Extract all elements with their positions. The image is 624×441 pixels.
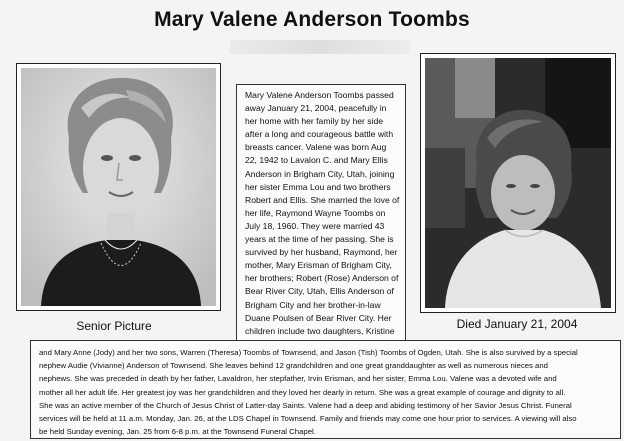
obituary-main-text	[237, 85, 405, 349]
senior-portrait-photo	[21, 68, 216, 306]
obituary-text-line: her brothers; Robert (Rose) Anderson of	[245, 273, 399, 284]
obituary-text-line: children include two daughters, Kristine	[245, 325, 395, 336]
obituary-text-line: nephew Audie (Vivianne) Anderson of Townsend. She leaves behind 12 grandchildren and one great granddaughter as well as numerous nieces and	[39, 361, 548, 371]
died-date-caption: Died January 21, 2004	[456, 317, 578, 331]
obituary-text-line: Robert and Ellis. She married the love of	[245, 194, 400, 205]
later-life-photo	[425, 58, 611, 308]
obituary-text-line: July 18, 1960. They were married 43	[245, 220, 385, 231]
page-title: Mary Valene Anderson Toombs	[154, 8, 470, 31]
obituary-text-line: and Mary Anne (Jody) and her two sons, Warren (Theresa) Toombs of Townsend, and Jason (Tish) Toombs of Ogden, Utah. She is also survived by a special	[39, 348, 578, 357]
obituary-text-line: away January 21, 2004, peacefully in	[245, 103, 387, 114]
obituary-text-line: 22, 1942 to Lavalon C. and Mary Ellis	[245, 155, 388, 166]
obituary-text-line: Mary Valene Anderson Toombs passed	[245, 90, 394, 100]
obituary-text-line: her sister Emma Lou and two brothers	[245, 181, 391, 192]
obituary-text-line: after a long and courageous battle with	[245, 129, 394, 140]
senior-portrait-frame	[16, 63, 221, 311]
later-life-photo-frame	[420, 53, 616, 313]
obituary-text-line: be held Sunday evening, Jan. 25 from 6-8 p.m. at the Townsend Funeral Chapel.	[39, 427, 316, 437]
obituary-text-line: her home with her family by her side	[245, 116, 384, 127]
obituary-text-line: nephews. She was preceded in death by her father, Lavaldron, her stepfather, Irvin Erisman, and her sister, Emma Lou. Valene was a devoted wife and	[39, 374, 557, 384]
obituary-continuation-text	[31, 341, 620, 438]
obituary-text-line: She was an active member of the Church of Jesus Christ of Latter-day Saints. Valene had a deep and abiding testimony of her Savior Jesus Christ. Funeral	[39, 400, 572, 410]
obituary-text-line: breasts cancer. Valene was born Aug	[245, 142, 387, 153]
senior-picture-caption: Senior Picture	[76, 319, 152, 333]
obituary-text-line: mother all her adult life. Her greatest joy was her grandchildren and they loved her dearly in return. She was a great example of courage and dignity to all.	[39, 387, 566, 397]
obituary-text-line: survived by her husband, Raymond, her	[245, 247, 398, 258]
bleed-through-shadow	[230, 40, 410, 54]
obituary-text-line: Anderson in Brigham City, Utah, joining	[245, 168, 395, 179]
obituary-main-text-box	[236, 84, 406, 349]
obituary-text-line: Bear River City, Utah, Ellis Anderson of	[245, 286, 394, 297]
obituary-text-line: Duane Poulsen of Bear River City. Her	[245, 312, 392, 323]
obituary-text-line: years at the time of her passing. She is	[245, 234, 394, 245]
obituary-text-line: mother, Mary Erisman of Brigham City,	[245, 260, 392, 271]
obituary-continuation-box	[30, 340, 621, 439]
obituary-text-line: Brigham City and her brother-in-law	[245, 299, 381, 310]
obituary-text-line: her life, Raymond Wayne Toombs on	[245, 207, 386, 218]
obituary-text-line: services will be held at 11 a.m. Monday, Jan. 26, at the LDS Chapel in Townsend. Family and friends may come one hour prior to services. A viewing will also	[39, 414, 577, 424]
